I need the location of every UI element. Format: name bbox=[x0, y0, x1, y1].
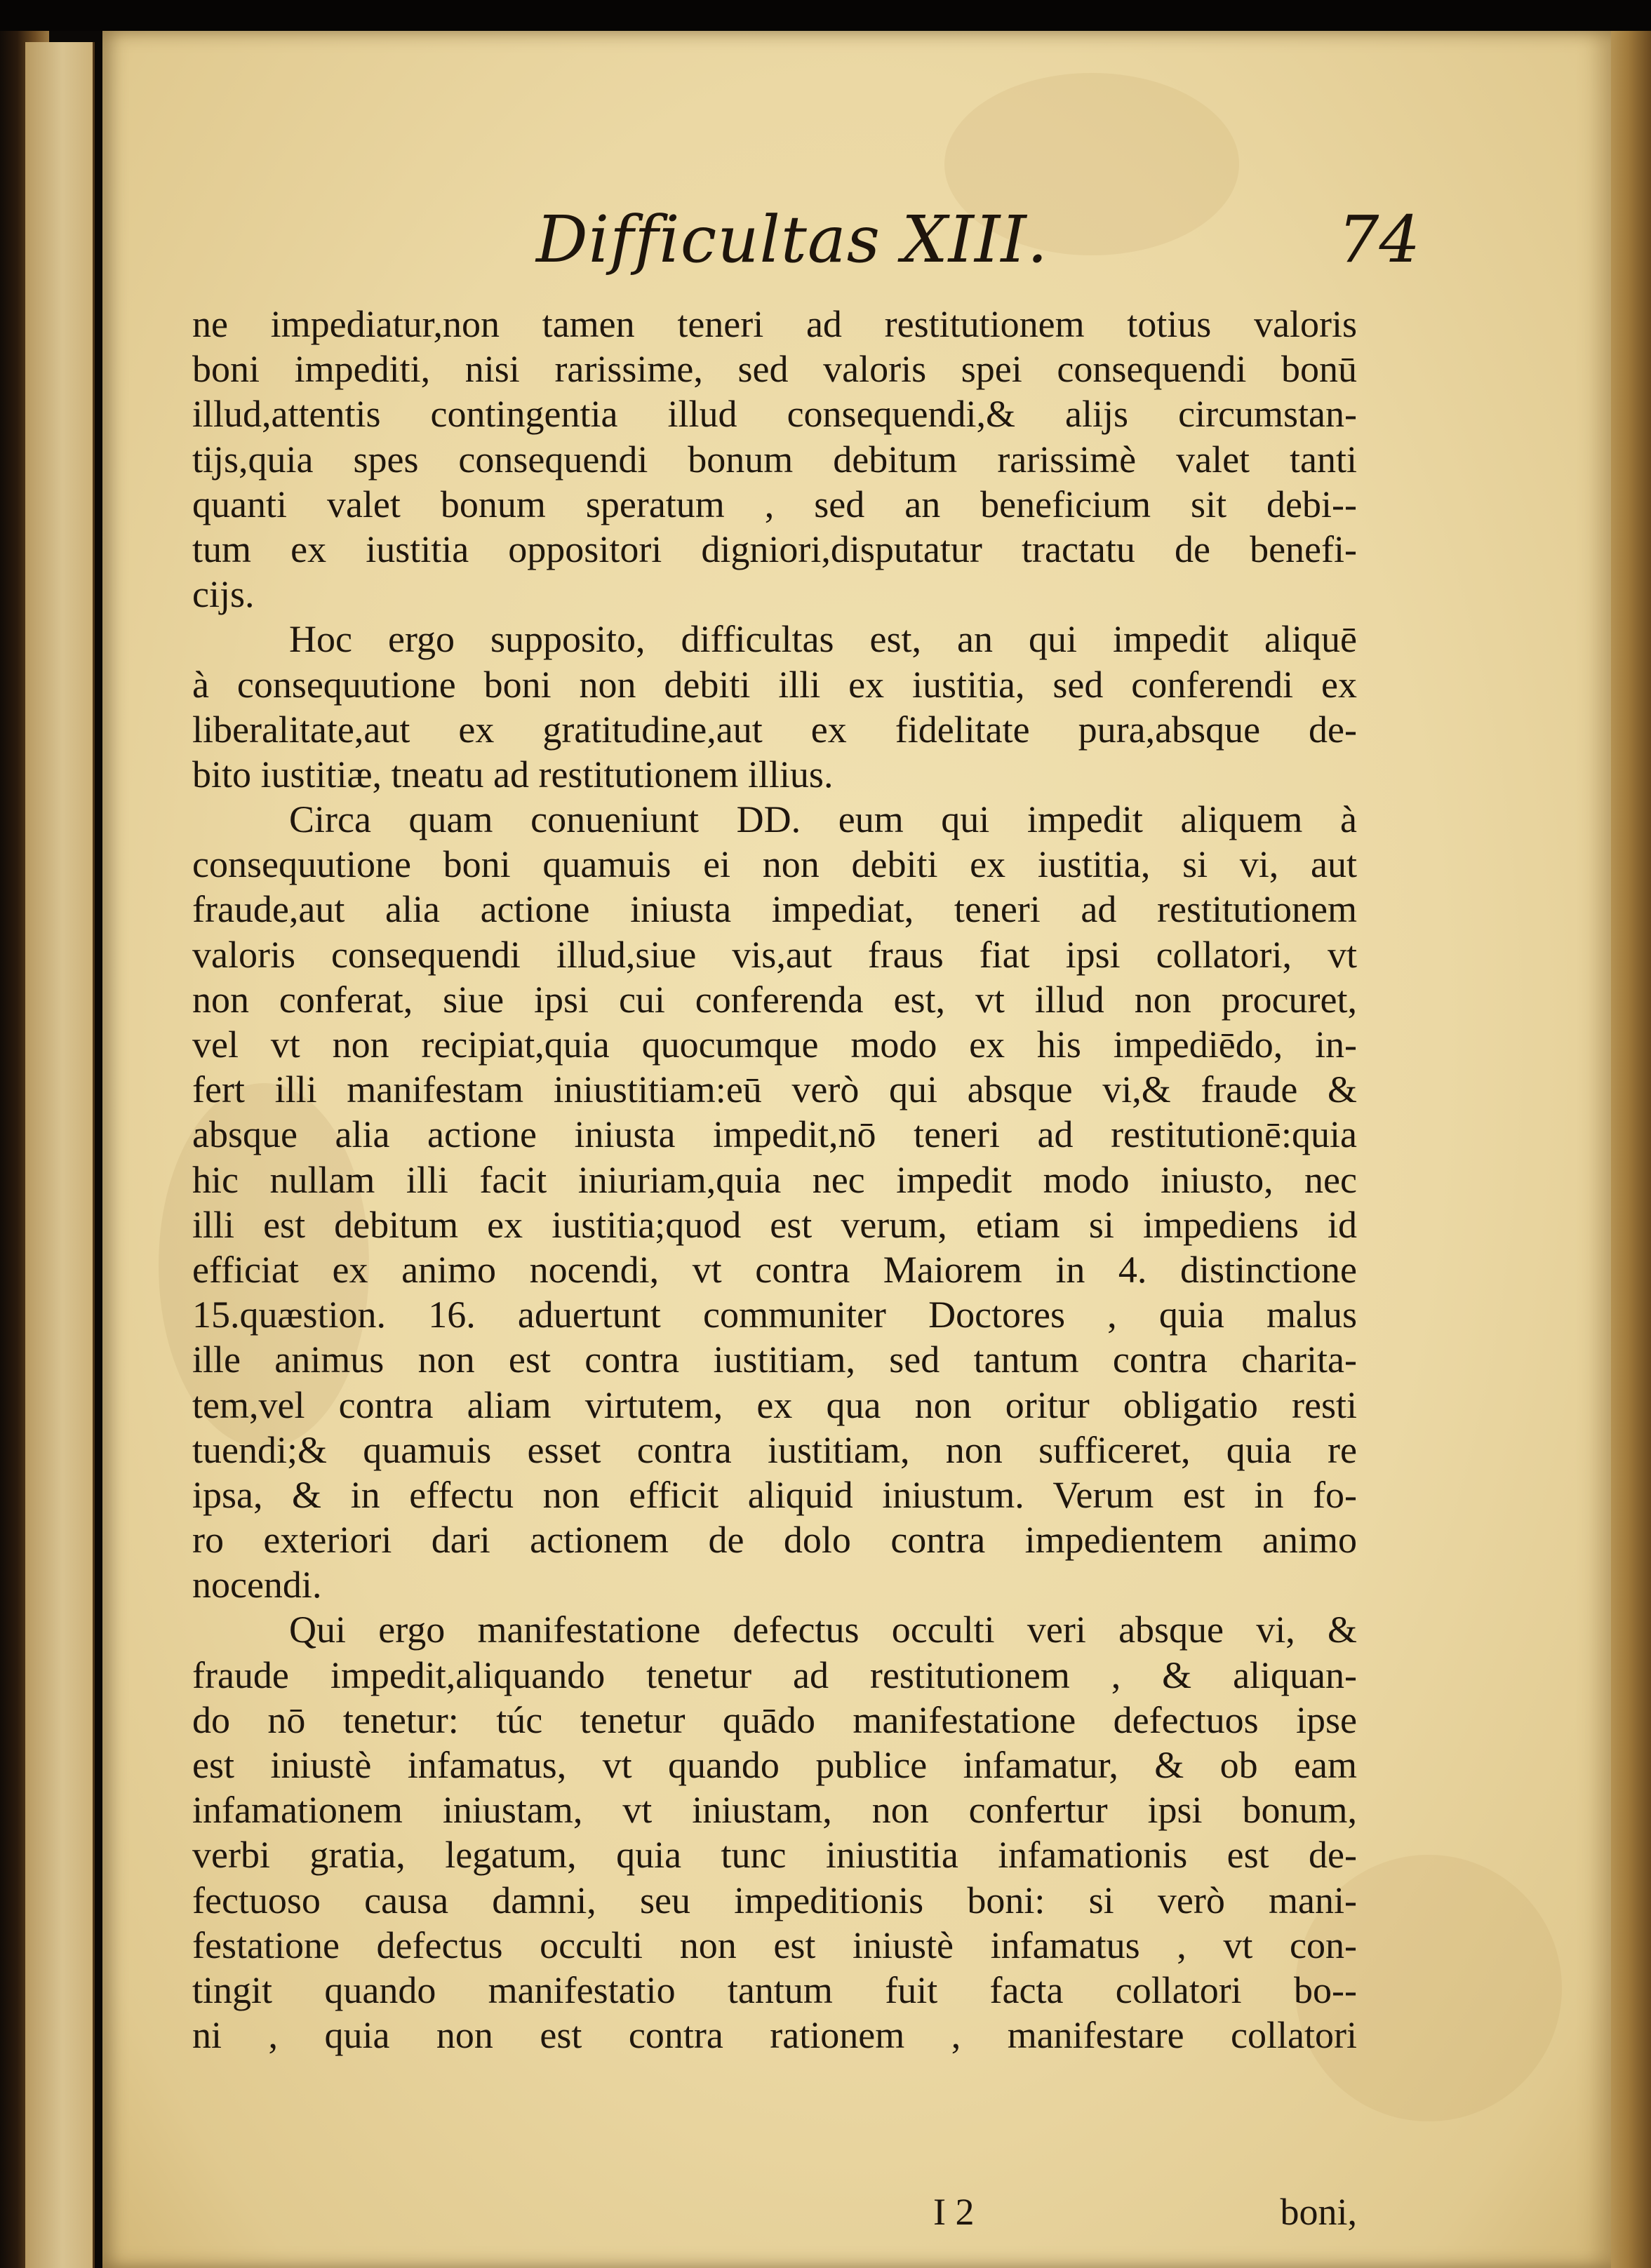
text-line: est iniustè infamatus, vt quando publice infamatur, & ob eam bbox=[192, 1744, 1357, 1786]
text-line: ille animus non est contra iustitiam, sed tantum contra charita- bbox=[192, 1338, 1357, 1381]
text-line: nocendi. bbox=[192, 1564, 322, 1606]
body-text bbox=[192, 302, 1357, 2058]
running-title: Difficultas XIII. bbox=[536, 202, 1048, 277]
text-line: tem,vel contra aliam virtutem, ex qua non oritur obligatio resti bbox=[192, 1383, 1357, 1426]
text-line: tuendi;& quamuis esset contra iustitiam, non sufficeret, quia re bbox=[192, 1428, 1357, 1471]
text-line: tijs,quia spes consequendi bonum debitum rarissimè valet tanti bbox=[192, 438, 1357, 481]
text-line: fraude,aut alia actione iniusta impediat, teneri ad restitutionem bbox=[192, 888, 1357, 931]
text-line: fraude impedit,aliquando tenetur ad restitutionem , & aliquan- bbox=[192, 1653, 1357, 1696]
page-footer bbox=[933, 2190, 1357, 2239]
text-line: 15.quæstion. 16. aduertunt communiter Doctores , quia malus bbox=[192, 1294, 1357, 1336]
text-line: do nō tenetur: túc tenetur quādo manifestatione defectuos ipse bbox=[192, 1698, 1357, 1741]
text-line: liberalitate,aut ex gratitudine,aut ex fidelitate pura,absque de- bbox=[192, 708, 1357, 751]
text-line: efficiat ex animo nocendi, vt contra Maiorem in 4. distinctione bbox=[192, 1248, 1357, 1291]
text-line: non conferat, siue ipsi cui conferenda est, vt illud non procuret, bbox=[192, 978, 1357, 1021]
scan-top-border bbox=[0, 0, 1651, 31]
text-line: boni impediti, nisi rarissime, sed valoris spei consequendi bonū bbox=[192, 348, 1357, 391]
paragraph-start-line: Hoc ergo supposito, difficultas est, an qui impedit aliquē bbox=[289, 618, 1357, 661]
paragraph-start-line: Qui ergo manifestatione defectus occulti veri absque vi, & bbox=[289, 1609, 1357, 1651]
text-line: à consequutione boni non debiti illi ex iustitia, sed conferendi ex bbox=[192, 663, 1357, 706]
text-line: hic nullam illi facit iniuriam,quia nec impedit modo iniusto, nec bbox=[192, 1158, 1357, 1201]
text-line: illi est debitum ex iustitia;quod est verum, etiam si impediens id bbox=[192, 1203, 1357, 1246]
text-line: valoris consequendi illud,siue vis,aut fraus fiat ipsi collatori, vt bbox=[192, 933, 1357, 976]
signature-mark: I 2 bbox=[933, 2191, 975, 2233]
text-line: ro exteriori dari actionem de dolo contra impedientem animo bbox=[192, 1519, 1357, 1562]
text-line: absque alia actione iniusta impedit,nō teneri ad restitutionē:quia bbox=[192, 1113, 1357, 1156]
text-line: fectuoso causa damni, seu impeditionis boni: si verò mani- bbox=[192, 1879, 1357, 1921]
facing-page-edge bbox=[25, 42, 95, 2268]
text-line: consequutione boni quamuis ei non debiti ex iustitia, si vi, aut bbox=[192, 843, 1357, 886]
text-line: infamationem iniustam, vt iniustam, non confertur ipsi bonum, bbox=[192, 1789, 1357, 1832]
text-line: quanti valet bonum speratum , sed an beneficium sit debi-- bbox=[192, 483, 1357, 525]
text-line: cijs. bbox=[192, 573, 255, 616]
text-line: fert illi manifestam iniustitiam:eū verò qui absque vi,& fraude & bbox=[192, 1068, 1357, 1111]
text-line: illud,attentis contingentia illud consequendi,& alijs circumstan- bbox=[192, 393, 1357, 436]
page-number: 74 bbox=[1337, 202, 1420, 277]
text-line: ipsa, & in effectu non efficit aliquid iniustum. Verum est in fo- bbox=[192, 1473, 1357, 1516]
text-line: tingit quando manifestatio tantum fuit facta collatori bo-- bbox=[192, 1968, 1357, 2011]
text-line: festatione defectus occulti non est iniustè infamatus , vt con- bbox=[192, 1924, 1357, 1966]
text-line: tum ex iustitia oppositori digniori,disputatur tractatu de benefi- bbox=[192, 528, 1357, 570]
catchword: boni, bbox=[1280, 2191, 1357, 2233]
text-line: ni , quia non est contra rationem , manifestare collatori bbox=[192, 2014, 1357, 2057]
text-line: verbi gratia, legatum, quia tunc iniustitia infamationis est de- bbox=[192, 1834, 1357, 1877]
paragraph-start-line: Circa quam conueniunt DD. eum qui impedit aliquem à bbox=[289, 798, 1357, 841]
text-line: vel vt non recipiat,quia quocumque modo ex his impediēdo, in- bbox=[192, 1024, 1357, 1066]
text-line: ne impediatur,non tamen teneri ad restitutionem totius valoris bbox=[192, 303, 1357, 345]
text-line: bito iustitiæ, tneatu ad restitutionem illius. bbox=[192, 753, 834, 796]
page-header bbox=[424, 202, 1420, 279]
